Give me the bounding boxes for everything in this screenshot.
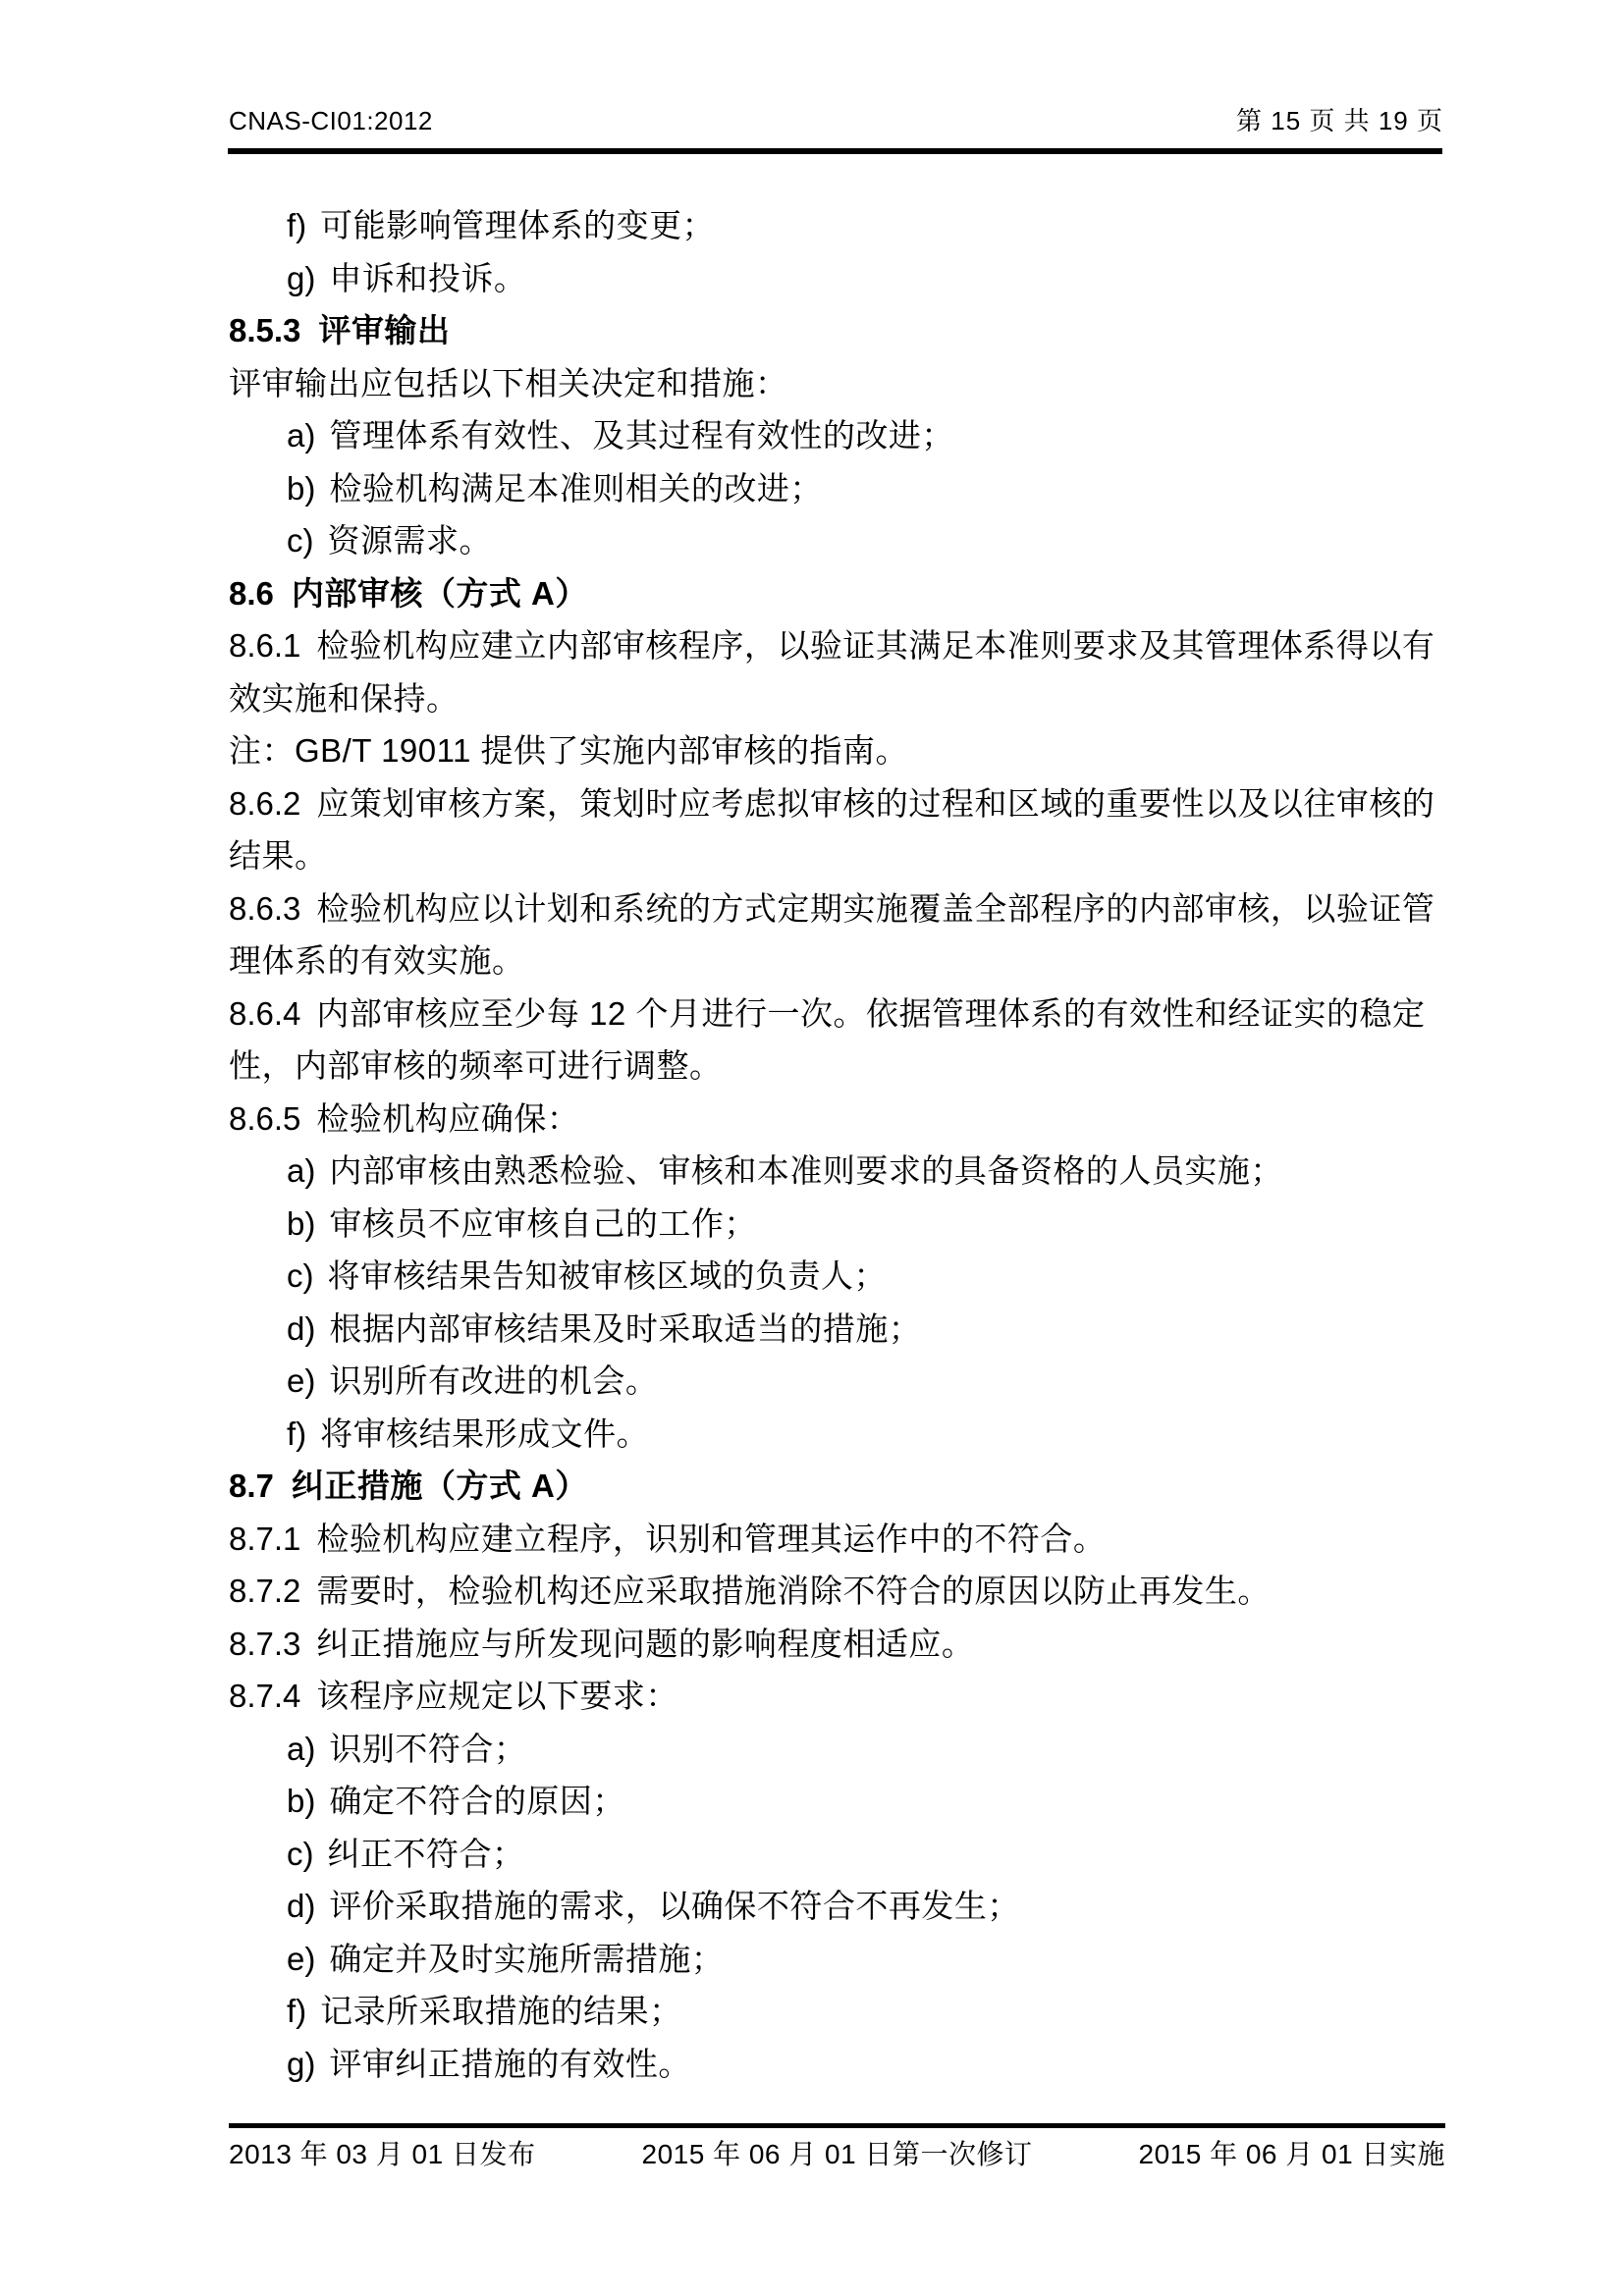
line-label: a) — [287, 1730, 316, 1767]
text-line — [229, 1145, 1443, 1198]
text-line — [229, 304, 1443, 357]
line-text: 评审输出 — [318, 312, 451, 348]
line-label: 8.7.2 — [229, 1573, 301, 1609]
text-line: 注：GB/T 19011 提供了实施内部审核的指南。 — [229, 732, 909, 769]
text-line — [229, 1828, 1443, 1881]
line-text: 识别所有改进的机会。 — [329, 1362, 659, 1399]
line-label: a) — [287, 1152, 316, 1189]
text-line — [229, 1303, 1443, 1356]
line-label: 8.7 — [229, 1468, 274, 1504]
line-text: 内部审核由熟悉检验、审核和本准则要求的具备资格的人员实施； — [329, 1152, 1283, 1189]
line-label: 8.6.5 — [229, 1099, 301, 1137]
line-text: 将审核结果形成文件。 — [320, 1415, 650, 1452]
line-text: 资源需求。 — [327, 522, 492, 559]
text-line — [229, 777, 1443, 830]
doc-code: CNAS-CI01:2012 — [229, 106, 433, 135]
line-text: 根据内部审核结果及时采取适当的措施； — [329, 1309, 922, 1347]
text-line: 结果。 — [229, 837, 328, 874]
text-line — [229, 1670, 1443, 1723]
footer-effective-date: 2015 年 06 月 01 日实施 — [1138, 2139, 1445, 2169]
line-text: 确定不符合的原因； — [329, 1783, 625, 1819]
text-line — [229, 1460, 1443, 1513]
line-label: f) — [287, 1993, 307, 2029]
line-label: g) — [287, 259, 316, 296]
text-line — [229, 1513, 1443, 1566]
line-label: b) — [287, 469, 316, 507]
line-label: d) — [287, 1309, 316, 1347]
line-label: d) — [287, 1888, 316, 1924]
line-text: 评审纠正措施的有效性。 — [329, 2045, 691, 2082]
text-line — [229, 514, 1443, 567]
text-line — [229, 619, 1443, 672]
text-line — [229, 1565, 1443, 1618]
line-label: 8.5.3 — [229, 312, 301, 348]
line-text: 内部审核应至少每 12 个月进行一次。依据管理体系的有效性和经证实的稳定 — [316, 994, 1426, 1032]
line-label: 8.7.4 — [229, 1678, 301, 1714]
line-text: 内部审核（方式 A） — [291, 574, 588, 612]
line-label: 8.6.3 — [229, 889, 301, 927]
text-line — [229, 2038, 1443, 2091]
line-text: 检验机构满足本准则相关的改进； — [329, 469, 823, 507]
page-footer — [229, 2135, 1445, 2174]
text-line — [229, 462, 1443, 515]
document-body — [229, 199, 1443, 2090]
line-label: e) — [287, 1362, 316, 1399]
line-text: 审核员不应审核自己的工作； — [329, 1204, 757, 1242]
line-label: 8.6 — [229, 574, 274, 612]
line-text: 检验机构应确保： — [316, 1099, 580, 1137]
line-label: a) — [287, 417, 316, 454]
line-label: c) — [287, 522, 314, 559]
line-label: b) — [287, 1204, 316, 1242]
line-text: 评价采取措施的需求，以确保不符合不再发生； — [329, 1888, 1020, 1924]
line-text: 检验机构应建立程序，识别和管理其运作中的不符合。 — [316, 1520, 1107, 1557]
header-rule — [228, 148, 1442, 154]
line-text: 纠正不符合； — [327, 1835, 525, 1872]
text-line: 评审输出应包括以下相关决定和措施： — [229, 364, 788, 401]
line-label: c) — [287, 1835, 314, 1872]
text-line — [229, 409, 1443, 462]
text-line: 性，内部审核的频率可进行调整。 — [229, 1047, 723, 1084]
footer-rule — [229, 2123, 1445, 2128]
text-line — [229, 252, 1443, 305]
text-line — [229, 1355, 1443, 1408]
line-text: 检验机构应建立内部审核程序，以验证其满足本准则要求及其管理体系得以有 — [316, 627, 1435, 664]
line-label: 8.6.4 — [229, 994, 301, 1032]
line-label: 8.7.1 — [229, 1520, 301, 1557]
text-line — [229, 1198, 1443, 1251]
text-line: 效实施和保持。 — [229, 679, 460, 717]
text-line — [229, 1093, 1443, 1146]
line-text: 需要时，检验机构还应采取措施消除不符合的原因以防止再发生。 — [316, 1573, 1271, 1609]
line-label: 8.6.1 — [229, 627, 301, 664]
line-text: 将审核结果告知被审核区域的负责人； — [327, 1257, 887, 1294]
text-line — [229, 1775, 1443, 1828]
line-text: 记录所采取措施的结果； — [320, 1993, 682, 2029]
text-line: 理体系的有效实施。 — [229, 942, 525, 979]
page-header — [229, 104, 1443, 137]
line-text: 申诉和投诉。 — [329, 259, 527, 296]
line-text: 可能影响管理体系的变更； — [320, 207, 716, 243]
line-label: f) — [287, 1415, 307, 1452]
text-line — [229, 1408, 1443, 1461]
line-text: 纠正措施应与所发现问题的影响程度相适应。 — [316, 1625, 975, 1662]
line-label: c) — [287, 1257, 314, 1294]
text-line — [229, 988, 1443, 1041]
line-text: 识别不符合； — [329, 1730, 527, 1767]
line-label: 8.6.2 — [229, 784, 301, 822]
text-line — [229, 1933, 1443, 1986]
line-text: 纠正措施（方式 A） — [291, 1468, 588, 1504]
text-line — [229, 882, 1443, 935]
line-text: 检验机构应以计划和系统的方式定期实施覆盖全部程序的内部审核，以验证管 — [316, 889, 1435, 927]
text-line — [229, 1723, 1443, 1776]
text-line — [229, 1880, 1443, 1933]
line-text: 确定并及时实施所需措施； — [329, 1940, 725, 1977]
line-label: 8.7.3 — [229, 1625, 301, 1662]
page-number: 第 15 页 共 19 页 — [1236, 106, 1443, 135]
text-line — [229, 199, 1443, 252]
text-line — [229, 1618, 1443, 1671]
line-label: f) — [287, 207, 307, 243]
text-line — [229, 567, 1443, 620]
line-text: 管理体系有效性、及其过程有效性的改进； — [329, 417, 954, 454]
line-label: b) — [287, 1783, 316, 1819]
text-line — [229, 1250, 1443, 1303]
footer-revised-date: 2015 年 06 月 01 日第一次修订 — [641, 2139, 1033, 2169]
line-label: g) — [287, 2045, 316, 2082]
text-line — [229, 1985, 1443, 2038]
line-text: 应策划审核方案，策划时应考虑拟审核的过程和区域的重要性以及以往审核的 — [316, 784, 1435, 822]
line-label: e) — [287, 1940, 316, 1977]
footer-issued-date: 2013 年 03 月 01 日发布 — [229, 2139, 536, 2169]
line-text: 该程序应规定以下要求： — [316, 1678, 678, 1714]
